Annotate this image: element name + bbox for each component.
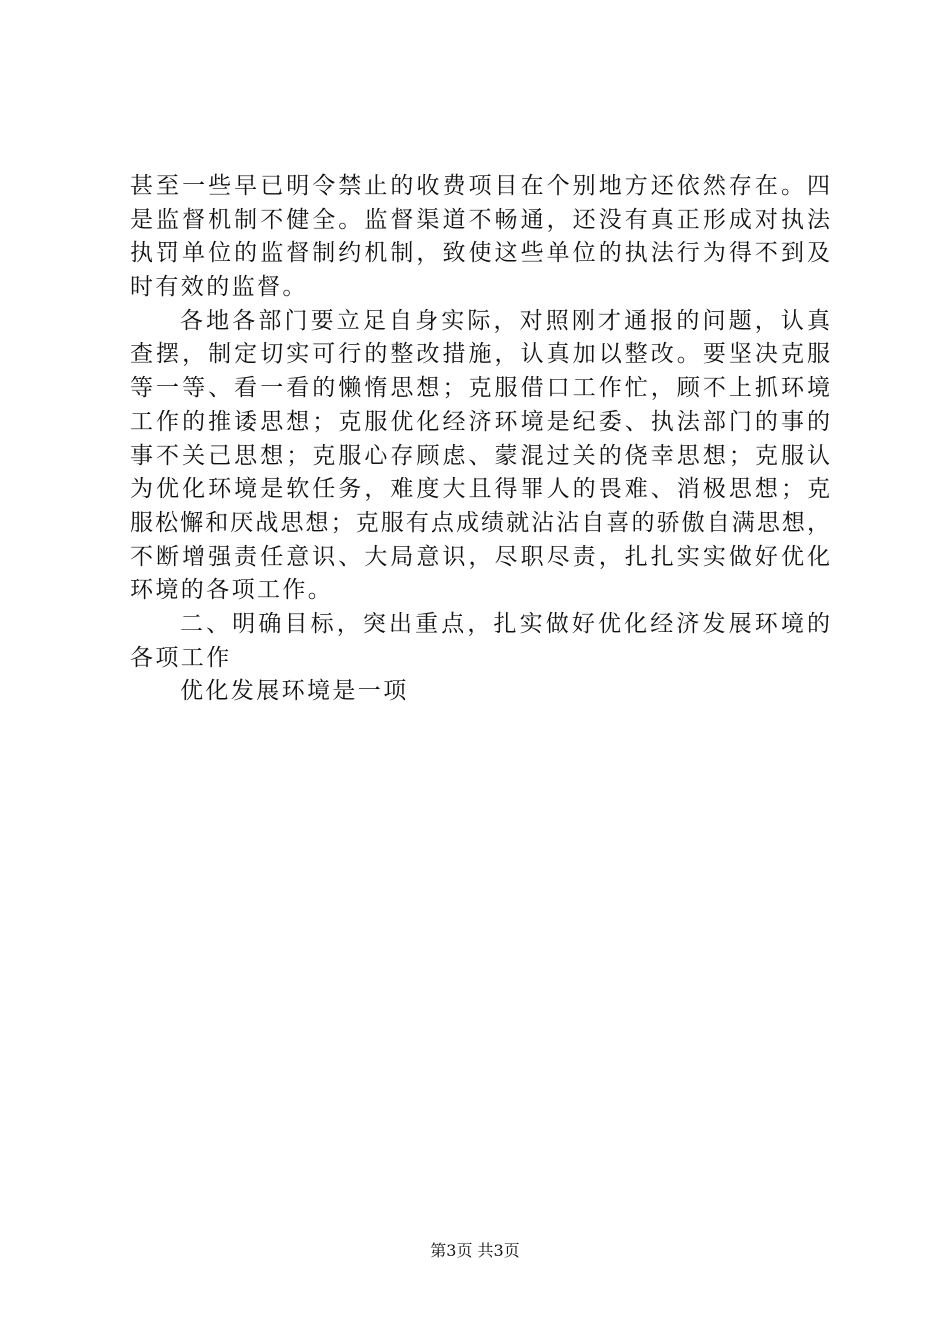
text-line: 事不关己思想；克服心存顾虑、蒙混过关的侥幸思想；克服认 — [130, 442, 830, 469]
text-line: 优化发展环境是一项 — [180, 678, 409, 705]
text-line: 服松懈和厌战思想；克服有点成绩就沾沾自喜的骄傲自满思想， — [130, 509, 830, 536]
page-footer: 第3页 共3页 — [430, 1241, 520, 1260]
text-line: 工作的推诿思想；克服优化经济环境是纪委、执法部门的事的 — [130, 408, 830, 435]
text-line: 甚至一些早已明令禁止的收费项目在个别地方还依然存在。四 — [130, 173, 830, 199]
text-line: 为优化环境是软任务，难度大且得罪人的畏难、消极思想；克 — [130, 476, 830, 503]
text-line: 查摆，制定切实可行的整改措施，认真加以整改。要坚决克服 — [130, 341, 830, 368]
text-line: 二、明确目标，突出重点，扎实做好优化经济发展环境的 — [180, 610, 830, 637]
text-line: 时有效的监督。 — [130, 274, 308, 301]
text-line: 是监督机制不健全。监督渠道不畅通，还没有真正形成对执法 — [130, 206, 830, 233]
text-line: 执罚单位的监督制约机制，致使这些单位的执法行为得不到及 — [130, 240, 830, 267]
text-line: 环境的各项工作。 — [130, 577, 334, 604]
text-line: 等一等、看一看的懒惰思想；克服借口工作忙，顾不上抓环境 — [130, 375, 830, 402]
text-line: 不断增强责任意识、大局意识，尽职尽责，扎扎实实做好优化 — [130, 543, 830, 570]
document-body — [130, 170, 830, 709]
text-line: 各地各部门要立足自身实际，对照刚才通报的问题，认真 — [180, 307, 830, 334]
text-line: 各项工作 — [130, 644, 232, 671]
